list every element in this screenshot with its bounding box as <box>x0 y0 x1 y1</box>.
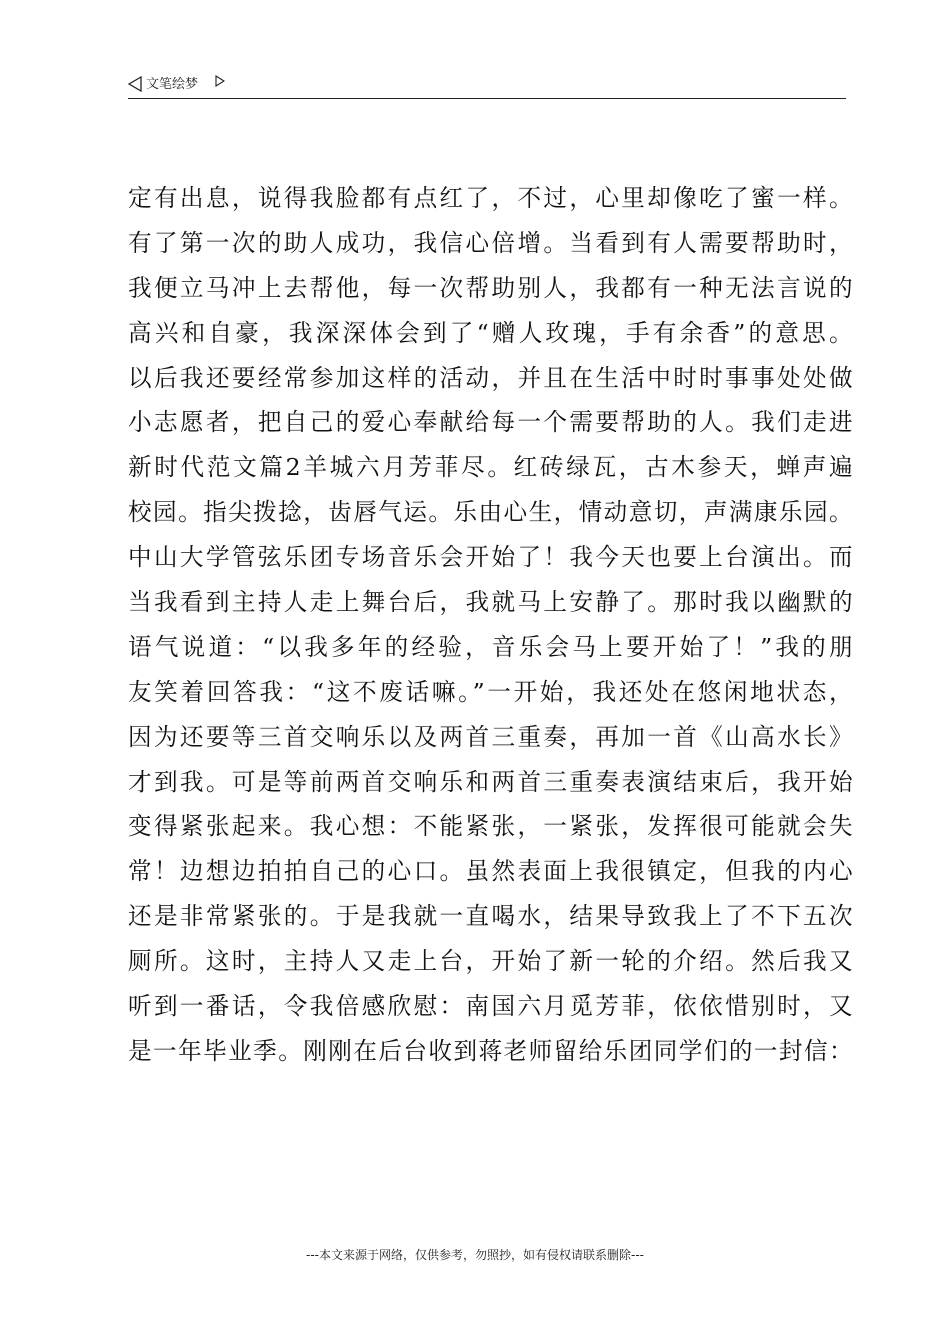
body-line: 是一年毕业季。刚刚在后台收到蒋老师留给乐团同学们的一封信： <box>128 1036 853 1065</box>
body-text <box>128 176 853 1074</box>
body-line: 变得紧张起来。我心想：不能紧张，一紧张，发挥很可能就会失 <box>128 812 853 841</box>
body-line: 有了第一次的助人成功，我信心倍增。当看到有人需要帮助时， <box>128 228 853 257</box>
body-line: 还是非常紧张的。于是我就一直喝水，结果导致我上了不下五次 <box>128 902 853 931</box>
body-line: 中山大学管弦乐团专场音乐会开始了！我今天也要上台演出。而 <box>128 543 853 572</box>
body-line: 小志愿者，把自己的爱心奉献给每一个需要帮助的人。我们走进 <box>128 408 853 437</box>
body-line: 友笑着回答我：“这不废话嘛。”一开始，我还处在悠闲地状态， <box>128 677 853 706</box>
body-line: 高兴和自豪，我深深体会到了“赠人玫瑰，手有余香”的意思。 <box>128 318 853 347</box>
body-line: 厕所。这时，主持人又走上台，开始了新一轮的介绍。然后我又 <box>128 947 853 976</box>
triangle-right-outline-icon <box>215 75 225 87</box>
triangle-left-outline-icon <box>128 76 142 92</box>
body-line: 因为还要等三首交响乐以及两首三重奏，再加一首《山高水长》 <box>128 722 853 751</box>
body-line: 听到一番话，令我倍感欣慰：南国六月觅芳菲，依依惜别时，又 <box>128 992 853 1021</box>
body-line: 语气说道：“以我多年的经验，音乐会马上要开始了！”我的朋 <box>128 632 853 661</box>
footer-disclaimer: ---本文来源于网络，仅供参考，勿照抄，如有侵权请联系删除--- <box>306 1248 644 1262</box>
page-header <box>128 74 846 99</box>
body-line: 新时代范文篇2羊城六月芳菲尽。红砖绿瓦，古木参天，蝉声遍 <box>128 453 853 482</box>
body-line: 才到我。可是等前两首交响乐和两首三重奏表演结束后，我开始 <box>128 767 853 796</box>
body-line: 当我看到主持人走上舞台后，我就马上安静了。那时我以幽默的 <box>128 588 853 617</box>
body-line: 我便立马冲上去帮他，每一次帮助别人，我都有一种无法言说的 <box>128 273 853 302</box>
header-title: 文笔绘梦 <box>146 77 199 92</box>
body-line: 定有出息，说得我脸都有点红了，不过，心里却像吃了蜜一样。 <box>128 184 853 212</box>
body-line: 常！边想边拍拍自己的心口。虽然表面上我很镇定，但我的内心 <box>128 857 853 886</box>
body-line: 校园。指尖拨捻，齿唇气运。乐由心生，情动意切，声满康乐园。 <box>128 498 853 527</box>
body-line: 以后我还要经常参加这样的活动，并且在生活中时时事事处处做 <box>128 363 853 392</box>
